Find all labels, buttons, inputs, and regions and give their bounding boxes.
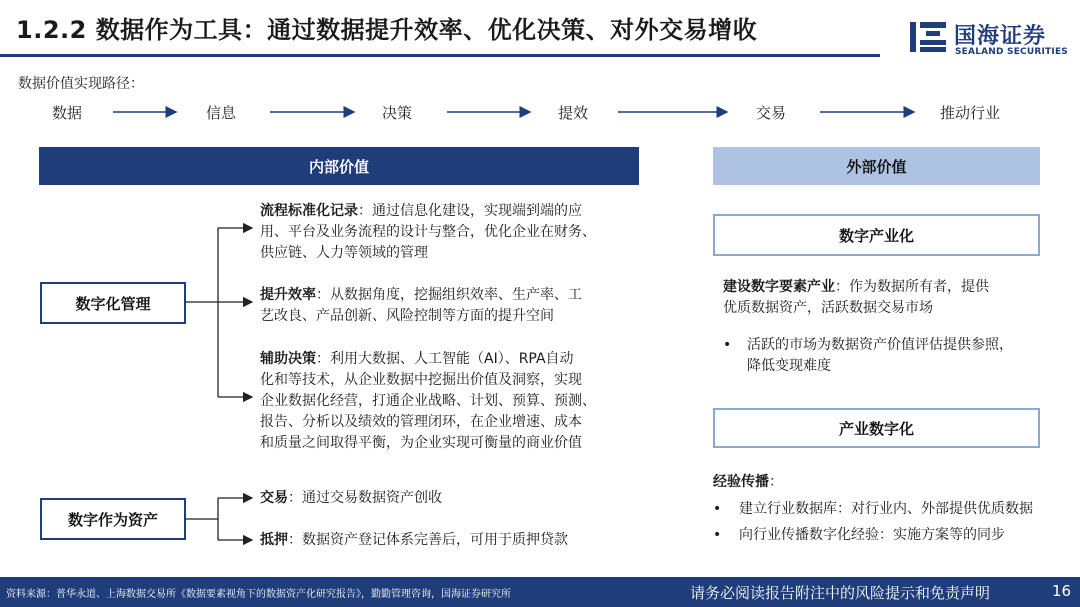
- item-line: 化和等技术，从企业数据中挖掘出价值及洞察，实现: [260, 372, 582, 388]
- path-step-industry: 推动行业: [940, 104, 1001, 122]
- item-sep: ：: [316, 351, 330, 367]
- external-paragraph-1: [723, 277, 1053, 319]
- item-line: 供应链、人力等领域的管理: [260, 245, 428, 261]
- item-line: 和质量之间取得平衡，为企业实现可衡量的商业价值: [260, 435, 582, 451]
- item-trade: [260, 488, 640, 509]
- item-process-standardization: [260, 201, 640, 264]
- ext-line: 作为数据所有者，提供: [849, 279, 989, 295]
- item-sep: ：: [288, 490, 302, 506]
- item-sep: ：: [288, 532, 302, 548]
- external-value-header: 外部价值: [713, 147, 1040, 185]
- path-step-decision: 决策: [382, 104, 413, 122]
- item-line: 艺改良、产品创新、风险控制等方面的提升空间: [260, 308, 554, 324]
- page-title: 1.2.2 数据作为工具：通过数据提升效率、优化决策、对外交易增收: [16, 16, 758, 44]
- item-improve-efficiency: [260, 285, 640, 327]
- item-title: 抵押: [260, 532, 288, 548]
- source-note: 资料来源：普华永道、上海数据交易所《数据要素视角下的数据资产化研究报告》，勤勤管理咨询，国海证券研究所: [6, 589, 511, 600]
- ext-line: 优质数据资产，活跃数据交易市场: [723, 300, 933, 316]
- bullet-text: 建立行业数据库：对行业内、外部提供优质数据: [739, 501, 1033, 517]
- external-bullets-2: [713, 499, 1073, 546]
- bullet-text: 降低变现难度: [747, 358, 831, 374]
- disclaimer: 请务必阅读报告附注中的风险提示和免责声明: [690, 584, 991, 602]
- digital-management-box: 数字化管理: [40, 282, 186, 324]
- item-line: 通过信息化建设，实现端到端的应: [372, 203, 582, 219]
- logo-text: 国海证券: [954, 24, 1047, 49]
- bullet-text: 活跃的市场为数据资产价值评估提供参照，: [747, 337, 1013, 353]
- page-number: 16: [1052, 582, 1072, 600]
- industrial-digitalization-box: 产业数字化: [713, 408, 1040, 448]
- bullet-dot-icon: •: [713, 501, 722, 517]
- logo-subtext: SEALAND SECURITIES: [955, 47, 1068, 57]
- bullet-dot-icon: •: [713, 527, 722, 543]
- item-line: 利用大数据、人工智能（AI）、RPA自动: [330, 351, 574, 367]
- path-label: 数据价值实现路径：: [18, 76, 144, 92]
- item-title: 辅助决策: [260, 351, 316, 367]
- item-pledge: [260, 530, 640, 551]
- ext-title: 经验传播: [713, 474, 769, 490]
- ext-title: 建设数字要素产业: [723, 279, 835, 295]
- external-bullet-1: [723, 335, 1063, 377]
- external-paragraph-2: [713, 472, 1043, 493]
- digital-asset-box: 数字作为资产: [40, 498, 186, 540]
- item-title: 流程标准化记录: [260, 203, 358, 219]
- path-step-info: 信息: [206, 104, 237, 122]
- item-line: 从数据角度，挖掘组织效率、生产率、工: [330, 287, 582, 303]
- path-step-data: 数据: [52, 104, 83, 122]
- bullet-dot-icon: •: [723, 337, 732, 353]
- path-step-efficiency: 提效: [558, 104, 589, 122]
- ext-sep: ：: [835, 279, 849, 295]
- item-line: 通过交易数据资产创收: [302, 490, 442, 506]
- path-step-trade: 交易: [756, 104, 787, 122]
- item-line: 企业数据化经营，打通企业战略、计划、预算、预测、: [260, 393, 596, 409]
- internal-value-header: 内部价值: [39, 147, 639, 185]
- item-sep: ：: [358, 203, 372, 219]
- item-line: 报告、分析以及绩效的管理闭环，在企业增速、成本: [260, 414, 582, 430]
- ext-sep: ：: [769, 474, 783, 490]
- item-title: 提升效率: [260, 287, 316, 303]
- item-decision-support: [260, 349, 640, 454]
- digital-industrialization-box: 数字产业化: [713, 214, 1040, 256]
- item-sep: ：: [316, 287, 330, 303]
- item-title: 交易: [260, 490, 288, 506]
- bullet-text: 向行业传播数字化经验：实施方案等的同步: [739, 527, 1005, 543]
- item-line: 用、平台及业务流程的设计与整合，优化企业在财务、: [260, 224, 596, 240]
- item-line: 数据资产登记体系完善后，可用于质押贷款: [302, 532, 568, 548]
